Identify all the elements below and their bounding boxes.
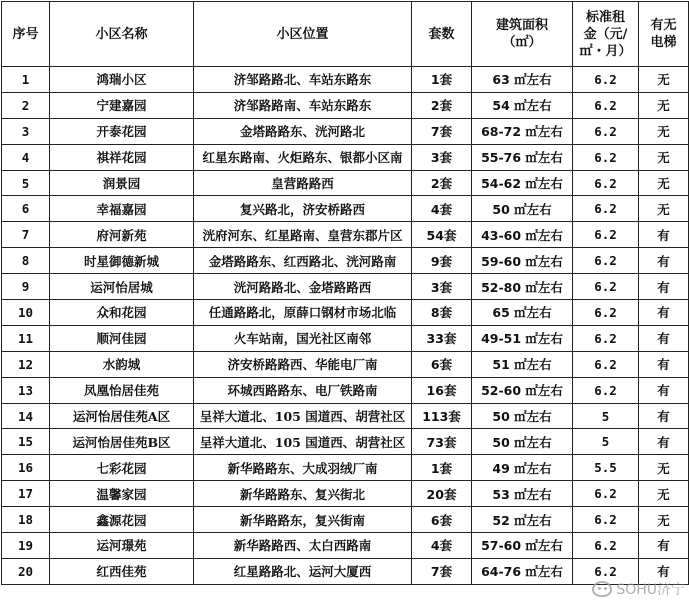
cell-elevator: 无 xyxy=(639,481,689,507)
cell-elevator: 有 xyxy=(639,300,689,326)
cell-name: 开泰花园 xyxy=(50,118,194,144)
cell-count: 113套 xyxy=(412,403,472,429)
cell-elevator: 无 xyxy=(639,170,689,196)
cell-elevator: 无 xyxy=(639,118,689,144)
cell-rent: 6.2 xyxy=(573,325,639,351)
cell-area: 52-80 ㎡左右 xyxy=(472,274,573,300)
watermark-text: SOHU济宁 xyxy=(616,582,685,598)
header-name: 小区名称 xyxy=(50,2,194,67)
cell-count: 1套 xyxy=(412,67,472,93)
cell-count: 9套 xyxy=(412,248,472,274)
cell-elevator: 无 xyxy=(639,196,689,222)
cell-elevator: 无 xyxy=(639,455,689,481)
cell-idx: 4 xyxy=(2,144,50,170)
cell-name: 顺河佳园 xyxy=(50,325,194,351)
cell-area: 68-72 ㎡左右 xyxy=(472,118,573,144)
table-row xyxy=(2,118,689,144)
header-area xyxy=(472,2,573,67)
cell-area: 59-60 ㎡左右 xyxy=(472,248,573,274)
cell-count: 16套 xyxy=(412,377,472,403)
cell-rent: 6.2 xyxy=(573,118,639,144)
cell-elevator: 无 xyxy=(639,67,689,93)
sohu-watermark xyxy=(592,578,685,600)
cell-rent: 6.2 xyxy=(573,67,639,93)
cell-idx: 3 xyxy=(2,118,50,144)
cell-idx: 1 xyxy=(2,67,50,93)
cell-idx: 13 xyxy=(2,377,50,403)
cell-area: 43-60 ㎡左右 xyxy=(472,222,573,248)
cell-idx: 20 xyxy=(2,558,50,584)
cell-elevator: 无 xyxy=(639,144,689,170)
cell-elevator: 无 xyxy=(639,92,689,118)
cell-name: 运河璟苑 xyxy=(50,533,194,559)
cell-idx: 18 xyxy=(2,507,50,533)
cell-count: 4套 xyxy=(412,533,472,559)
cell-location: 洸府河东、红星路南、皇营东郡片区 xyxy=(194,222,412,248)
cell-name: 鑫源花园 xyxy=(50,507,194,533)
table-row xyxy=(2,170,689,196)
cell-count: 6套 xyxy=(412,507,472,533)
table-row xyxy=(2,455,689,481)
cell-idx: 2 xyxy=(2,92,50,118)
cell-idx: 8 xyxy=(2,248,50,274)
cell-name: 水韵城 xyxy=(50,351,194,377)
cell-elevator: 有 xyxy=(639,429,689,455)
cell-name: 温馨家园 xyxy=(50,481,194,507)
cell-area: 54 ㎡左右 xyxy=(472,92,573,118)
cell-rent: 6.2 xyxy=(573,558,639,584)
cell-rent: 6.2 xyxy=(573,248,639,274)
table-row xyxy=(2,377,689,403)
cell-idx: 19 xyxy=(2,533,50,559)
header-area-line2: （㎡） xyxy=(502,35,542,50)
cell-rent: 6.2 xyxy=(573,351,639,377)
cell-rent: 5 xyxy=(573,403,639,429)
table-row xyxy=(2,222,689,248)
table-row xyxy=(2,351,689,377)
cell-name: 众和花园 xyxy=(50,300,194,326)
cell-idx: 9 xyxy=(2,274,50,300)
cell-count: 4套 xyxy=(412,196,472,222)
cell-location: 红星路路北、运河大厦西 xyxy=(194,558,412,584)
cell-idx: 11 xyxy=(2,325,50,351)
cell-area: 52-60 ㎡左右 xyxy=(472,377,573,403)
cell-location: 火车站南，国光社区南邻 xyxy=(194,325,412,351)
cell-location: 复兴路北，济安桥路西 xyxy=(194,196,412,222)
cell-elevator: 有 xyxy=(639,325,689,351)
cell-elevator: 有 xyxy=(639,558,689,584)
table-row xyxy=(2,67,689,93)
cell-count: 2套 xyxy=(412,170,472,196)
cell-idx: 17 xyxy=(2,481,50,507)
cell-elevator: 无 xyxy=(639,507,689,533)
cell-area: 50 ㎡左右 xyxy=(472,429,573,455)
cell-name: 府河新苑 xyxy=(50,222,194,248)
table-row xyxy=(2,92,689,118)
table-row xyxy=(2,196,689,222)
cell-count: 7套 xyxy=(412,558,472,584)
cell-count: 54套 xyxy=(412,222,472,248)
cell-idx: 16 xyxy=(2,455,50,481)
cell-area: 54-62 ㎡左右 xyxy=(472,170,573,196)
cell-name: 红西佳苑 xyxy=(50,558,194,584)
cell-count: 3套 xyxy=(412,144,472,170)
table-row xyxy=(2,481,689,507)
header-rent xyxy=(573,2,639,67)
cell-idx: 6 xyxy=(2,196,50,222)
cell-area: 49-51 ㎡左右 xyxy=(472,325,573,351)
cell-area: 64-76 ㎡左右 xyxy=(472,558,573,584)
table-row xyxy=(2,558,689,584)
header-rent-line1: 标准租 xyxy=(585,9,625,25)
header-elevator-line1: 有无 xyxy=(650,18,677,33)
cell-idx: 10 xyxy=(2,300,50,326)
header-rent-line3: ㎡・月） xyxy=(579,43,632,59)
cell-name: 幸福嘉园 xyxy=(50,196,194,222)
cell-location: 新华路路东、复兴街北 xyxy=(194,481,412,507)
cell-count: 2套 xyxy=(412,92,472,118)
table-row xyxy=(2,144,689,170)
cell-location: 任通路路北，原薛口钢材市场北临 xyxy=(194,300,412,326)
cell-location: 济邹路路南、车站东路东 xyxy=(194,92,412,118)
cell-location: 金塔路路东、红西路北、洸河路南 xyxy=(194,248,412,274)
cell-elevator: 有 xyxy=(639,351,689,377)
cell-area: 57-60 ㎡左右 xyxy=(472,533,573,559)
cell-location: 新华路路东、大成羽绒厂南 xyxy=(194,455,412,481)
cell-elevator: 有 xyxy=(639,274,689,300)
cell-rent: 6.2 xyxy=(573,222,639,248)
cell-location: 呈祥大道北、105 国道西、胡营社区 xyxy=(194,403,412,429)
cell-location: 金塔路路东、洸河路北 xyxy=(194,118,412,144)
cell-location: 济安桥路路西、华能电厂南 xyxy=(194,351,412,377)
cell-location: 济邹路路北、车站东路东 xyxy=(194,67,412,93)
cell-rent: 6.2 xyxy=(573,300,639,326)
table-row xyxy=(2,507,689,533)
table-row xyxy=(2,429,689,455)
cell-elevator: 有 xyxy=(639,403,689,429)
table-row xyxy=(2,274,689,300)
cell-location: 红星东路南、火炬路东、银都小区南 xyxy=(194,144,412,170)
cell-elevator: 有 xyxy=(639,248,689,274)
cell-name: 七彩花园 xyxy=(50,455,194,481)
table-row xyxy=(2,403,689,429)
header-elevator-line2: 电梯 xyxy=(650,35,677,50)
table-row xyxy=(2,300,689,326)
cell-name: 润景园 xyxy=(50,170,194,196)
cell-count: 8套 xyxy=(412,300,472,326)
table-row xyxy=(2,248,689,274)
cell-idx: 12 xyxy=(2,351,50,377)
cell-rent: 6.2 xyxy=(573,170,639,196)
cell-count: 33套 xyxy=(412,325,472,351)
cell-area: 63 ㎡左右 xyxy=(472,67,573,93)
cell-area: 50 ㎡左右 xyxy=(472,403,573,429)
cell-area: 50 ㎡左右 xyxy=(472,196,573,222)
cell-location: 环城西路路东、电厂铁路南 xyxy=(194,377,412,403)
cell-location: 洸河路路北、金塔路路西 xyxy=(194,274,412,300)
cell-count: 7套 xyxy=(412,118,472,144)
table-row xyxy=(2,325,689,351)
header-area-line1: 建筑面积 xyxy=(495,18,548,33)
cell-rent: 6.2 xyxy=(573,196,639,222)
cell-rent: 6.2 xyxy=(573,507,639,533)
cell-count: 20套 xyxy=(412,481,472,507)
cell-area: 55-76 ㎡左右 xyxy=(472,144,573,170)
sohu-logo-icon xyxy=(592,581,612,597)
cell-name: 鸿瑞小区 xyxy=(50,67,194,93)
cell-location: 新华路路东，复兴街南 xyxy=(194,507,412,533)
cell-rent: 6.2 xyxy=(573,533,639,559)
cell-rent: 6.2 xyxy=(573,481,639,507)
cell-idx: 14 xyxy=(2,403,50,429)
cell-name: 凤凰怡居佳苑 xyxy=(50,377,194,403)
cell-area: 52 ㎡左右 xyxy=(472,507,573,533)
cell-elevator: 有 xyxy=(639,222,689,248)
cell-elevator: 有 xyxy=(639,533,689,559)
cell-idx: 7 xyxy=(2,222,50,248)
cell-count: 1套 xyxy=(412,455,472,481)
cell-rent: 5 xyxy=(573,429,639,455)
cell-name: 宁建嘉园 xyxy=(50,92,194,118)
cell-location: 呈祥大道北、105 国道西、胡营社区 xyxy=(194,429,412,455)
cell-name: 运河怡居城 xyxy=(50,274,194,300)
cell-name: 时星御德新城 xyxy=(50,248,194,274)
header-rent-line2: 金（元/ xyxy=(583,26,628,42)
header-row xyxy=(2,2,689,67)
cell-area: 49 ㎡左右 xyxy=(472,455,573,481)
cell-area: 53 ㎡左右 xyxy=(472,481,573,507)
cell-rent: 6.2 xyxy=(573,92,639,118)
cell-rent: 5.5 xyxy=(573,455,639,481)
cell-rent: 6.2 xyxy=(573,144,639,170)
cell-rent: 6.2 xyxy=(573,274,639,300)
housing-table xyxy=(1,1,689,585)
cell-location: 皇营路路西 xyxy=(194,170,412,196)
cell-elevator: 有 xyxy=(639,377,689,403)
cell-rent: 6.2 xyxy=(573,377,639,403)
header-idx: 序号 xyxy=(2,2,50,67)
cell-count: 3套 xyxy=(412,274,472,300)
table-row xyxy=(2,533,689,559)
cell-count: 6套 xyxy=(412,351,472,377)
cell-idx: 5 xyxy=(2,170,50,196)
header-count: 套数 xyxy=(412,2,472,67)
cell-count: 73套 xyxy=(412,429,472,455)
cell-name: 祺祥花园 xyxy=(50,144,194,170)
cell-name: 运河怡居佳苑B区 xyxy=(50,429,194,455)
cell-idx: 15 xyxy=(2,429,50,455)
cell-location: 新华路路西、太白西路南 xyxy=(194,533,412,559)
cell-name: 运河怡居佳苑A区 xyxy=(50,403,194,429)
header-location: 小区位置 xyxy=(194,2,412,67)
cell-area: 65 ㎡左右 xyxy=(472,300,573,326)
header-elevator xyxy=(639,2,689,67)
cell-area: 51 ㎡左右 xyxy=(472,351,573,377)
